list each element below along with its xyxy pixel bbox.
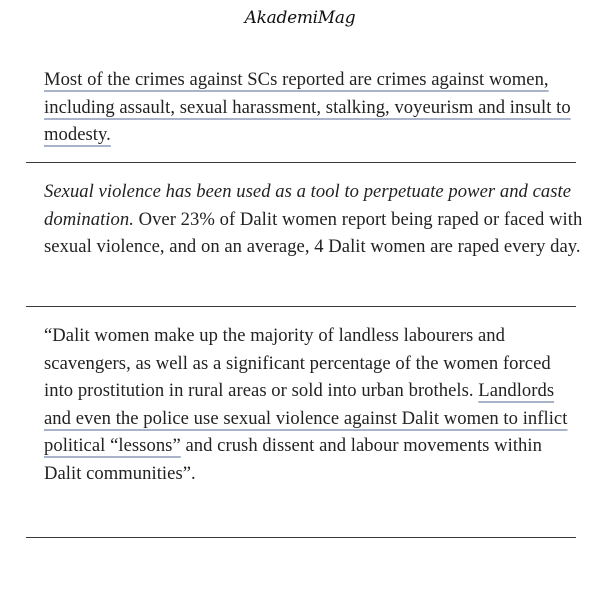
highlighted-text: Landlords and even the police use sexual violence against Dalit women to inflict political “lessons” xyxy=(44,380,568,456)
paragraph-quote xyxy=(44,322,584,487)
paragraph-crimes-against-women xyxy=(44,66,584,149)
quote-lead: “Dalit women make up the majority of landless labourers and scavengers, as well as a significant percentage of the women forced into prostitution in rural areas or sold into urban brothels. xyxy=(44,325,551,401)
quote-tail: and crush dissent and labour movements within Dalit communities”. xyxy=(44,435,542,484)
statistic-text: Over 23% of Dalit women report being raped or faced with sexual violence, and on an average, 4 Dalit women are raped every day. xyxy=(44,208,583,257)
divider xyxy=(26,162,576,163)
divider xyxy=(26,537,576,538)
highlighted-text: Most of the crimes against SCs reported are crimes against women, including assault, sexual harassment, stalking, voyeurism and insult to modesty. xyxy=(44,69,571,145)
italic-statement: Sexual violence has been used as a tool to perpetuate power and caste domination. xyxy=(44,181,572,230)
paragraph-sexual-violence xyxy=(44,178,584,261)
brand-logo: AkademiMag xyxy=(244,8,356,28)
divider xyxy=(26,306,576,307)
